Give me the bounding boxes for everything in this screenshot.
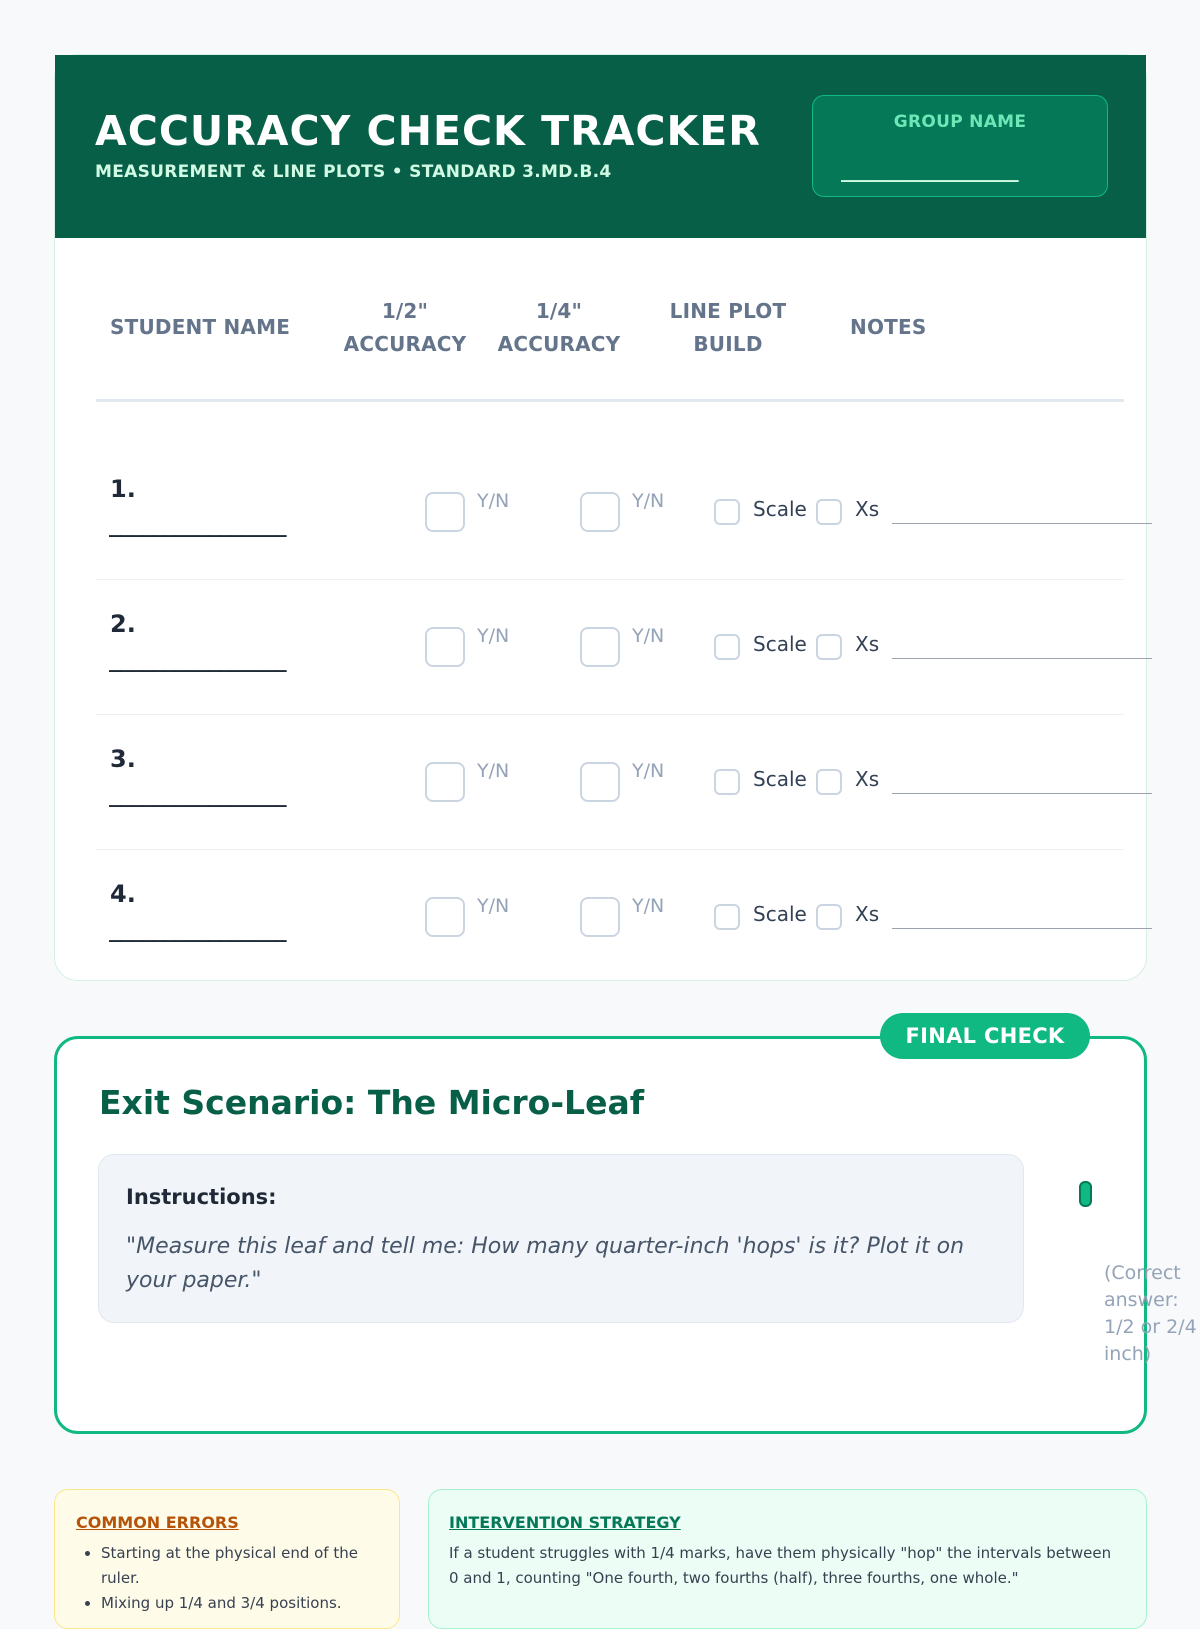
xs-label: Xs [855, 902, 880, 926]
quarter-inch-checkbox[interactable] [580, 627, 620, 667]
table-row [96, 445, 1124, 580]
row-number: 4. [110, 880, 136, 908]
half-inch-checkbox[interactable] [425, 897, 465, 937]
exit-title: Exit Scenario: The Micro-Leaf [99, 1083, 645, 1122]
scale-label: Scale [753, 767, 807, 791]
half-inch-checkbox[interactable] [425, 762, 465, 802]
exit-scenario-card [54, 1036, 1147, 1434]
yn-label: Y/N [477, 490, 510, 512]
notes-line[interactable] [892, 658, 1152, 659]
group-name-label: GROUP NAME [893, 112, 1027, 132]
quarter-inch-checkbox[interactable] [580, 492, 620, 532]
half-inch-checkbox[interactable] [425, 627, 465, 667]
instructions-text: "Measure this leaf and tell me: How many quarter-inch 'hops' is it? Plot it on your paper." [126, 1234, 965, 1293]
scale-label: Scale [753, 497, 807, 521]
table-row [96, 715, 1124, 850]
col-quarter-inch-2: ACCURACY [497, 332, 621, 356]
notes-line[interactable] [892, 928, 1152, 929]
student-name-blank[interactable]: ________________ [109, 513, 286, 537]
col-line-plot-1: LINE PLOT [669, 299, 787, 323]
page-subtitle: MEASUREMENT & LINE PLOTS • STANDARD 3.MD.B.4 [95, 162, 612, 182]
common-errors-title: COMMON ERRORS [76, 1513, 239, 1532]
col-student-name: STUDENT NAME [110, 315, 291, 339]
quarter-inch-checkbox[interactable] [580, 762, 620, 802]
col-notes: NOTES [850, 315, 927, 339]
quarter-inch-checkbox[interactable] [580, 897, 620, 937]
intervention-strategy-text: If a student struggles with 1/4 marks, have them physically "hop" the intervals between 0 and 1, counting "One fourth, two fourths (half), three fourths, one whole." [449, 1544, 1112, 1587]
table-row [96, 580, 1124, 715]
xs-label: Xs [855, 632, 880, 656]
student-name-blank[interactable]: ________________ [109, 648, 286, 672]
instructions-box [98, 1154, 1024, 1323]
error-item: • Starting at the physical end of the ruler. [101, 1541, 391, 1591]
final-check-badge: FINAL CHECK [880, 1013, 1090, 1059]
yn-label: Y/N [477, 625, 510, 647]
col-quarter-inch-1: 1/4" [535, 299, 583, 323]
row-number: 1. [110, 475, 136, 503]
col-line-plot-2: BUILD [693, 332, 763, 356]
half-inch-checkbox[interactable] [425, 492, 465, 532]
instructions-label: Instructions: [126, 1185, 277, 1209]
group-name-blank[interactable]: ________________ [841, 158, 1018, 182]
yn-label: Y/N [632, 760, 665, 782]
notes-line[interactable] [892, 523, 1152, 524]
xs-checkbox[interactable] [816, 634, 842, 660]
correct-answer-note: (Correct answer: 1/2 or 2/4 inch) [1104, 1262, 1197, 1365]
xs-label: Xs [855, 767, 880, 791]
xs-checkbox[interactable] [816, 499, 842, 525]
error-item: • Mixing up 1/4 and 3/4 positions. [101, 1591, 391, 1616]
common-errors-card [54, 1489, 400, 1629]
student-name-blank[interactable]: ________________ [109, 783, 286, 807]
xs-label: Xs [855, 497, 880, 521]
notes-line[interactable] [892, 793, 1152, 794]
row-number: 3. [110, 745, 136, 773]
scale-checkbox[interactable] [714, 634, 740, 660]
common-errors-list [101, 1541, 391, 1616]
micro-leaf-icon [1079, 1181, 1092, 1207]
student-name-blank[interactable]: ________________ [109, 918, 286, 942]
row-number: 2. [110, 610, 136, 638]
col-half-inch-2: ACCURACY [343, 332, 467, 356]
header-divider [96, 399, 1124, 402]
xs-checkbox[interactable] [816, 769, 842, 795]
page-title: ACCURACY CHECK TRACKER [95, 107, 761, 155]
intervention-strategy-title: INTERVENTION STRATEGY [449, 1513, 681, 1532]
yn-label: Y/N [477, 760, 510, 782]
col-half-inch-1: 1/2" [381, 299, 429, 323]
scale-label: Scale [753, 902, 807, 926]
yn-label: Y/N [632, 625, 665, 647]
xs-checkbox[interactable] [816, 904, 842, 930]
group-name-box [812, 95, 1108, 197]
yn-label: Y/N [632, 490, 665, 512]
yn-label: Y/N [477, 895, 510, 917]
scale-checkbox[interactable] [714, 499, 740, 525]
scale-checkbox[interactable] [714, 904, 740, 930]
table-row [96, 850, 1124, 985]
yn-label: Y/N [632, 895, 665, 917]
tracker-header [55, 55, 1146, 238]
scale-checkbox[interactable] [714, 769, 740, 795]
intervention-strategy-card [428, 1489, 1147, 1629]
scale-label: Scale [753, 632, 807, 656]
tracker-card [54, 54, 1147, 981]
